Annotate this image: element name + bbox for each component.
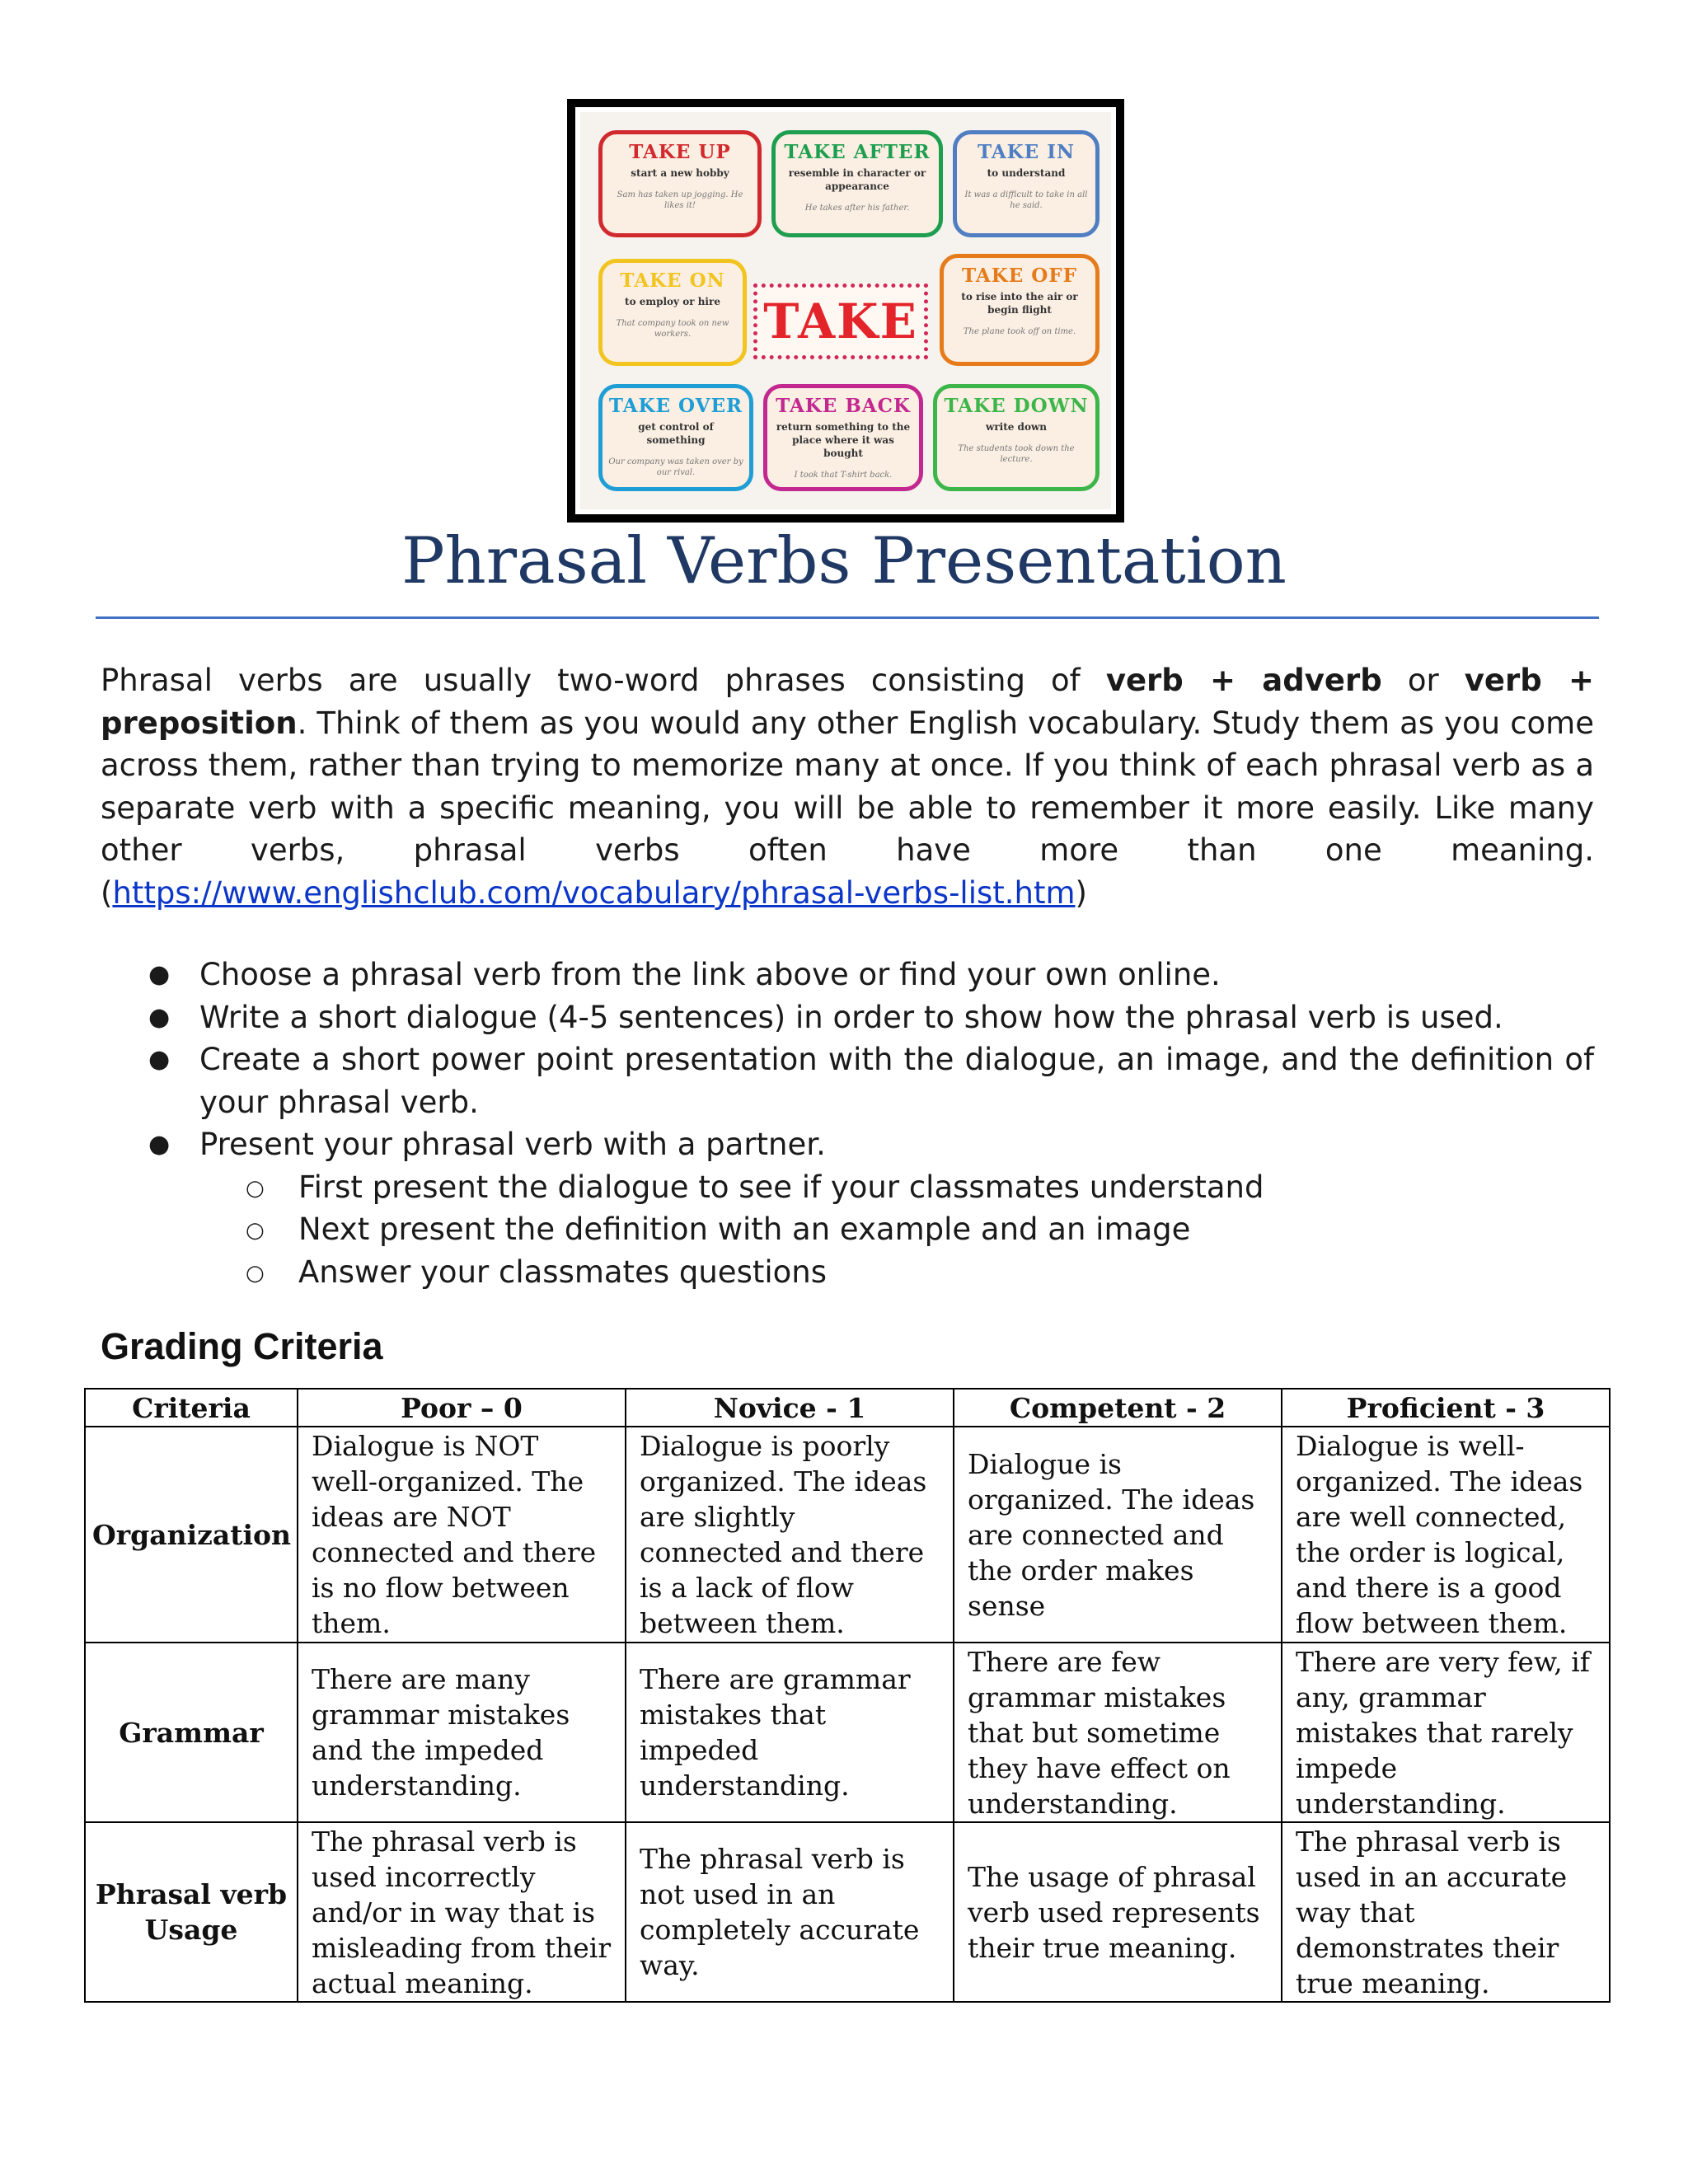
bubble-example: The students took down the lecture. <box>958 444 1075 464</box>
criteria-cell: Organization <box>85 1427 298 1643</box>
bubble-definition: get control of something <box>638 421 714 446</box>
list-item-text: Write a short dialogue (4-5 sentences) in order to show how the phrasal verb is used. <box>199 999 1503 1035</box>
sub-list-item-text: Next present the definition with an example and an image <box>298 1212 1191 1247</box>
table-cell: Dialogue is NOT well-organized. The ideas are NOT connected and there is no flow between them. <box>298 1427 626 1643</box>
bubble-take-in <box>953 130 1100 237</box>
bubble-take-over <box>598 384 753 491</box>
bubble-example: Sam has taken up jogging. He likes it! <box>617 190 743 210</box>
sub-bullet-marker: ○ <box>246 1218 265 1243</box>
bubble-title: TAKE BACK <box>776 395 911 417</box>
criteria-cell: Phrasal verb Usage <box>85 1822 298 2002</box>
phrasal-verbs-take-image <box>567 99 1124 523</box>
bubble-definition: write down <box>985 421 1047 433</box>
sub-list-item-text: First present the dialogue to see if your classmates understand <box>298 1169 1264 1205</box>
intro-text: . Think of them as you would any other English vocabulary. Study them as you come across them, rather than trying to memorize many at once. If you think of each phrasal verb as a separate verb with a specific meaning, you will be able to remember it more easily. Like many other verbs, phrasal verbs often have more than one meaning. ( <box>101 705 1594 911</box>
bullet-marker: ● <box>148 960 171 989</box>
column-header: Novice - 1 <box>626 1389 954 1427</box>
sub-bullet-marker: ○ <box>246 1260 265 1286</box>
phrasal-verbs-list-link[interactable]: https://www.englishclub.com/vocabulary/phrasal-verbs-list.htm <box>112 874 1076 911</box>
table-cell: There are many grammar mistakes and the impeded understanding. <box>298 1643 626 1822</box>
list-item <box>148 1038 1594 1123</box>
list-item <box>148 1123 1594 1166</box>
bubble-definition: to understand <box>987 167 1066 179</box>
bubble-title: TAKE UP <box>629 141 731 163</box>
bullet-marker: ● <box>148 1002 171 1032</box>
sub-list-item-text: Answer your classmates questions <box>298 1254 827 1290</box>
bubble-take-up <box>598 130 762 237</box>
bullet-marker: ● <box>148 1130 171 1159</box>
intro-text: ) <box>1075 874 1087 911</box>
bubble-title: TAKE OFF <box>962 265 1077 287</box>
bubble-example: That company took on new workers. <box>616 319 729 339</box>
table-cell: The usage of phrasal verb used represents their true meaning. <box>954 1822 1282 2002</box>
intro-bold-term: verb + adverb <box>1105 663 1382 698</box>
list-item-text: Choose a phrasal verb from the link above or find your own online. <box>199 957 1221 992</box>
intro-bold-term: verb + preposition <box>101 663 1594 741</box>
bubble-title: TAKE AFTER <box>784 141 931 163</box>
bubble-example: He takes after his father. <box>804 204 910 213</box>
intro-text: or <box>1381 663 1465 698</box>
table-cell: Dialogue is well-organized. The ideas are well connected, the order is logical, and there is a good flow between them. <box>1282 1427 1610 1643</box>
bubble-definition: resemble in character or appearance <box>788 167 926 192</box>
sub-list-item <box>246 1208 1592 1251</box>
list-item <box>148 954 1594 996</box>
sub-bullet-marker: ○ <box>246 1175 265 1201</box>
bubble-example: I took that T-shirt back. <box>794 471 893 480</box>
bubble-example: Our company was taken over by our rival. <box>608 457 743 477</box>
table-row <box>85 1822 1610 2002</box>
table-cell: The phrasal verb is used in an accurate way that demonstrates their true meaning. <box>1282 1822 1610 2002</box>
bubble-example: The plane took off on time. <box>963 327 1076 336</box>
list-item-text: Present your phrasal verb with a partner. <box>199 1127 826 1162</box>
bullet-marker: ● <box>148 1045 171 1074</box>
bubble-title: TAKE OVER <box>608 395 743 417</box>
bubble-definition: to rise into the air or begin flight <box>961 291 1078 316</box>
bubble-title: TAKE DOWN <box>944 395 1089 417</box>
bubble-definition: to employ or hire <box>625 296 720 307</box>
table-cell: There are grammar mistakes that impeded understanding. <box>626 1643 954 1822</box>
bubble-title: TAKE ON <box>620 269 725 292</box>
sub-list-item <box>246 1251 1592 1294</box>
bubble-take-back <box>763 384 923 491</box>
page-title: Phrasal Verbs Presentation <box>401 524 1287 598</box>
column-header: Proficient - 3 <box>1282 1389 1610 1427</box>
grading-rubric-table <box>84 1388 1611 2003</box>
column-header: Poor – 0 <box>298 1389 626 1427</box>
column-header: Competent - 2 <box>954 1389 1282 1427</box>
criteria-cell: Grammar <box>85 1643 298 1822</box>
column-header: Criteria <box>85 1389 298 1427</box>
table-header-row <box>85 1389 1610 1427</box>
table-cell: There are very few, if any, grammar mistakes that rarely impede understanding. <box>1282 1643 1610 1822</box>
bubble-take-after <box>771 130 943 237</box>
table-row <box>85 1643 1610 1822</box>
take-center-label <box>753 284 928 359</box>
table-cell: Dialogue is poorly organized. The ideas are slightly connected and there is a lack of flow between them. <box>626 1427 954 1643</box>
table-cell: The phrasal verb is not used in an completely accurate way. <box>626 1822 954 2002</box>
intro-text: Phrasal verbs are usually two-word phrases consisting of <box>101 663 1106 698</box>
list-item-text: Create a short power point presentation with the dialogue, an image, and the definition of your phrasal verb. <box>199 1042 1594 1120</box>
bubble-take-on <box>598 259 747 366</box>
sub-list-item <box>246 1166 1592 1209</box>
take-mind-map <box>575 107 1116 514</box>
bubble-definition: return something to the place where it was bought <box>776 421 911 459</box>
table-row <box>85 1427 1610 1643</box>
take-word: TAKE <box>763 293 918 349</box>
bubble-definition: start a new hobby <box>631 167 729 179</box>
bubble-title: TAKE IN <box>977 141 1075 163</box>
table-cell: There are few grammar mistakes that but sometime they have effect on understanding. <box>954 1643 1282 1822</box>
table-cell: The phrasal verb is used incorrectly and/or in way that is misleading from their actual meaning. <box>298 1822 626 2002</box>
bubble-take-off <box>940 254 1100 366</box>
bubble-take-down <box>933 384 1100 491</box>
list-item <box>148 996 1594 1039</box>
bubble-example: It was a difficult to take in all he said. <box>964 190 1088 210</box>
grading-heading: Grading Criteria <box>101 1325 383 1367</box>
title-divider <box>96 616 1599 619</box>
intro-paragraph <box>101 659 1594 914</box>
table-cell: Dialogue is organized. The ideas are connected and the order makes sense <box>954 1427 1282 1643</box>
